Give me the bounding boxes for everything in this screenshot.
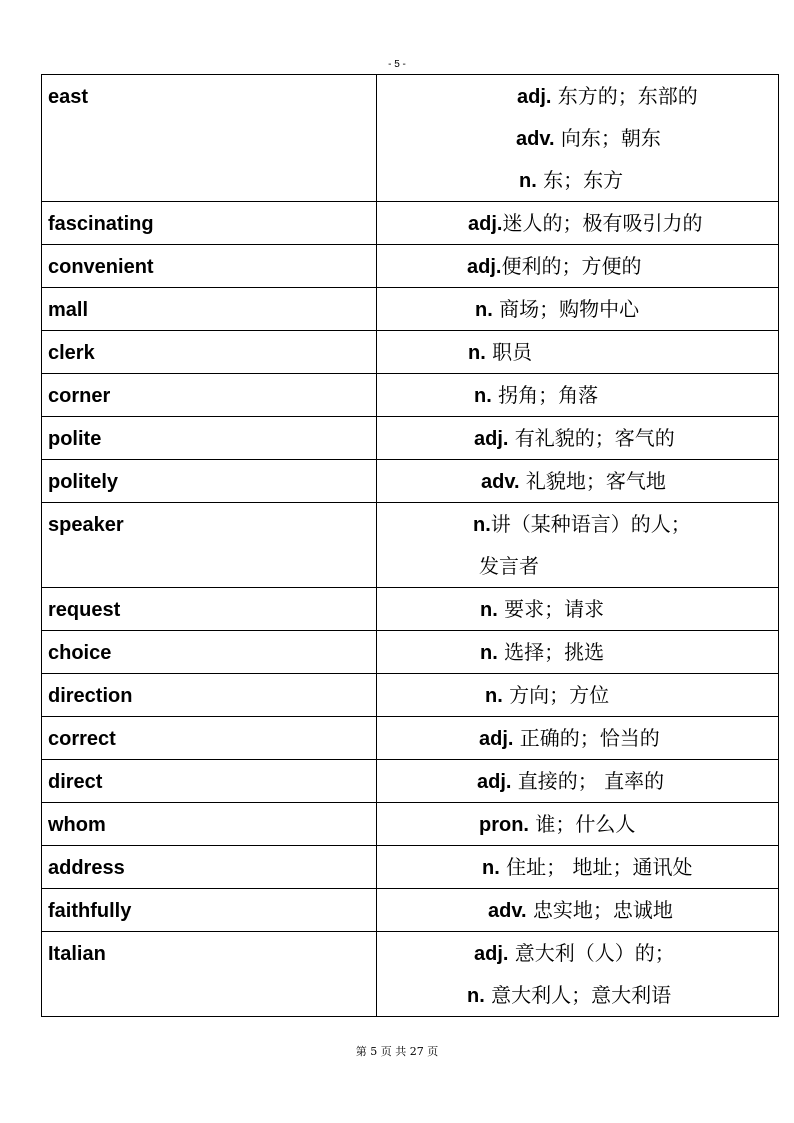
definition-cell [377,503,779,588]
word-cell [42,331,377,374]
definition-line [377,331,778,373]
word-cell [42,202,377,245]
vocab-row-clerk [42,331,779,374]
definition-cell [377,846,779,889]
chinese-meaning: 东方的；东部的 [551,84,698,108]
vocab-row-whom [42,803,779,846]
vocab-row-fascinating [42,202,779,245]
english-word: clerk [48,342,95,364]
definition-cell [377,674,779,717]
word-cell [42,503,377,588]
vocab-row-mall [42,288,779,331]
vocab-row-corner [42,374,779,417]
part-of-speech: adj. [474,428,509,450]
vocab-row-faithfully [42,889,779,932]
definition-line [377,631,778,673]
english-word: convenient [48,256,154,278]
word-cell [42,631,377,674]
english-word: speaker [48,514,124,536]
english-word: politely [48,471,119,493]
definition-cell [377,803,779,846]
english-word: corner [48,385,111,407]
definition-line [377,417,778,459]
chinese-meaning: 礼貌地；客气地 [519,469,666,493]
part-of-speech: adv. [481,471,520,493]
word-cell [42,75,377,202]
definition-cell [377,631,779,674]
word-cell [42,460,377,503]
part-of-speech: adv. [488,900,527,922]
vocab-row-polite [42,417,779,460]
chinese-meaning: 谁；什么人 [529,812,636,836]
definition-cell [377,75,779,202]
word-cell [42,846,377,889]
chinese-meaning: 商场；购物中心 [492,297,640,321]
vocabulary-table [41,74,779,1017]
english-word: address [48,857,125,879]
part-of-speech: adj. [477,771,512,793]
english-word: direction [48,685,133,707]
definition-cell [377,331,779,374]
part-of-speech: n. [468,342,486,364]
word-cell [42,374,377,417]
chinese-meaning: 东；东方 [536,168,624,192]
definition-cell [377,417,779,460]
page-number-header: - 5 - [388,59,406,70]
vocabulary-table-body [42,75,779,1017]
english-word: faithfully [48,900,132,922]
english-word: east [48,86,89,108]
definition-cell [377,374,779,417]
definition-line [377,974,778,1016]
word-cell [42,889,377,932]
chinese-meaning: 便利的；方便的 [501,254,642,278]
definition-cell [377,717,779,760]
part-of-speech: adj. [468,213,503,235]
definition-cell [377,932,779,1017]
english-word: choice [48,642,112,664]
vocab-row-address [42,846,779,889]
part-of-speech: n. [474,385,492,407]
chinese-meaning: 发言者 [479,554,539,578]
definition-line [377,75,778,117]
chinese-meaning: 方向；方位 [502,683,610,707]
part-of-speech: n. [467,985,485,1007]
definition-cell [377,245,779,288]
vocab-row-speaker [42,503,779,588]
part-of-speech: adj. [467,256,502,278]
vocab-row-request [42,588,779,631]
chinese-meaning: 迷人的；极有吸引力的 [502,211,703,235]
english-word: direct [48,771,103,793]
definition-cell [377,889,779,932]
part-of-speech: n. [482,857,500,879]
definition-cell [377,202,779,245]
definition-line [377,245,778,287]
vocab-row-correct [42,717,779,760]
chinese-meaning: 直接的； 直率的 [511,769,665,793]
word-cell [42,803,377,846]
word-cell [42,245,377,288]
vocab-row-choice [42,631,779,674]
part-of-speech: n. [480,599,498,621]
english-word: request [48,599,121,621]
vocab-row-direction [42,674,779,717]
part-of-speech: n. [475,299,493,321]
part-of-speech: adv. [516,128,555,150]
vocab-row-east [42,75,779,202]
word-cell [42,932,377,1017]
definition-line [377,803,778,845]
part-of-speech: n. [519,170,537,192]
word-cell [42,760,377,803]
chinese-meaning: 拐角；角落 [491,383,599,407]
definition-line [377,159,778,201]
definition-line [377,545,778,587]
part-of-speech: adj. [517,86,552,108]
definition-line [377,846,778,888]
definition-line [377,117,778,159]
word-cell [42,674,377,717]
english-word: mall [48,299,89,321]
chinese-meaning: 住址； 地址；通讯处 [499,855,693,879]
definition-line [377,503,778,545]
vocab-row-italian [42,932,779,1017]
vocab-row-politely [42,460,779,503]
definition-cell [377,460,779,503]
definition-cell [377,760,779,803]
word-cell [42,288,377,331]
definition-line [377,889,778,931]
chinese-meaning: 意大利人；意大利语 [484,983,672,1007]
definition-line [377,717,778,759]
definition-line [377,288,778,330]
chinese-meaning: 忠实地；忠诚地 [526,898,673,922]
definition-line [377,460,778,502]
chinese-meaning: 选择；挑选 [497,640,605,664]
chinese-meaning: 讲（某种语言）的人； [490,512,691,536]
english-word: polite [48,428,102,450]
english-word: Italian [48,943,106,965]
part-of-speech: n. [480,642,498,664]
chinese-meaning: 职员 [485,340,533,364]
part-of-speech: n. [485,685,503,707]
definition-line [377,374,778,416]
word-cell [42,417,377,460]
chinese-meaning: 向东；朝东 [554,126,661,150]
page-footer: 第 5 页 共 27 页 [355,1045,439,1058]
part-of-speech: pron. [479,814,529,836]
part-of-speech: n. [473,514,491,536]
chinese-meaning: 有礼貌的；客气的 [508,426,675,450]
vocab-row-direct [42,760,779,803]
part-of-speech: adj. [474,943,509,965]
definition-cell [377,588,779,631]
definition-line [377,588,778,630]
part-of-speech: adj. [479,728,514,750]
vocab-row-convenient [42,245,779,288]
word-cell [42,717,377,760]
english-word: correct [48,728,116,750]
english-word: whom [48,814,106,836]
definition-cell [377,288,779,331]
definition-line [377,202,778,244]
english-word: fascinating [48,213,154,235]
definition-line [377,932,778,974]
chinese-meaning: 要求；请求 [497,597,605,621]
chinese-meaning: 正确的；恰当的 [513,726,660,750]
word-cell [42,588,377,631]
definition-line [377,674,778,716]
definition-line [377,760,778,802]
chinese-meaning: 意大利（人）的； [508,941,675,965]
